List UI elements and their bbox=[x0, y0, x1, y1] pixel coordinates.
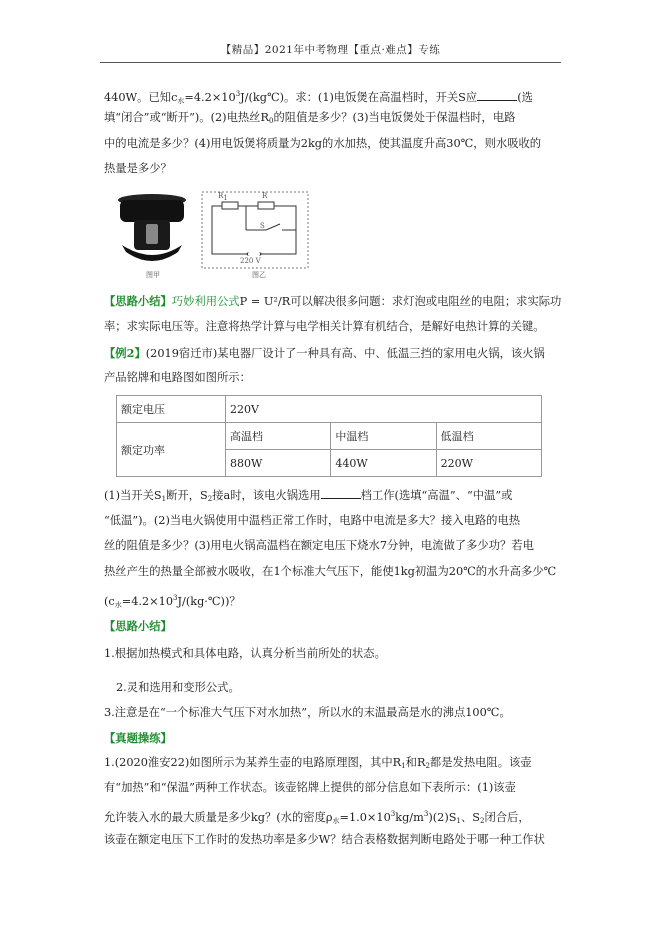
tip2-heading bbox=[104, 618, 575, 635]
ex2-q-line-3: 丝的阻值是多少？(3)用电火锅高温档在额定电压下烧水7分钟，电流做了多少功？若电 bbox=[104, 539, 534, 552]
practice-line-1: 1.(2020淮安22)如图所示为某养生壶的电路原理图，其中$R_1$和$R_2$都是发热电阻。该壶 bbox=[104, 756, 532, 770]
ex2-line-1: 【例2】(2019宿迁市)某电器厂设计了一种具有高、中、低温三挡的家用电火锅，该火锅 bbox=[104, 346, 545, 360]
q1-line-4: 热量是多少？ bbox=[104, 162, 172, 175]
tip1-label: 【思路小结】 bbox=[104, 294, 172, 308]
ex2-q-line-4: 热丝产生的热量全部被水吸收，在1个标准大气压下，能使1kg初温为20℃的水升高多少℃ bbox=[104, 565, 557, 578]
tip1-line-2: 率；求实际电压等。注意将热学计算与电学相关计算有机结合，是解好电热计算的关键。 bbox=[104, 320, 545, 333]
answer-blank bbox=[321, 488, 361, 499]
answer-blank bbox=[477, 90, 517, 101]
practice-line-3: 允许装入水的最大质量是多少kg？(水的密度$\rho_水=1.0\times 10^3kg/m^3)(2)S_1$、$S_2$闭合后， bbox=[104, 810, 530, 825]
practice-label: 【真题操练】 bbox=[104, 731, 172, 745]
tip2-item-3: 3.注意是在“一个标准大气压下对水加热”，所以水的末温最高是水的沸点100℃。 bbox=[104, 706, 511, 719]
ex2-label: 【例2】 bbox=[104, 346, 146, 360]
formula: P = U²/R bbox=[239, 295, 291, 308]
tip2-label: 【思路小结】 bbox=[104, 619, 172, 633]
tip2-item-1: 1.根据加热模式和具体电路，认真分析当前所处的状态。 bbox=[104, 647, 386, 660]
ex2-q-line-1: (1)当开关$S_1$断开，$S_2$接a时，该电火锅选用 档工作(选填“高温”、“中温”或 bbox=[104, 489, 513, 503]
practice-line-2: 有“加热”和“保温”两种工作状态。该壶铭牌上提供的部分信息如下表所示：(1)该壶 bbox=[104, 781, 516, 794]
q1-line-1: 440W。已知$c_水=4.2\times 10^3J/(kg℃)$。求：(1)电饭煲在高温档时，开关S应 (选 bbox=[104, 90, 533, 105]
rating-table: 额定电压 220V 额定功率 高温档 中温档 低温档 880W 440W 220W bbox=[116, 395, 542, 477]
question-figures: R1 R S 220 V 图甲 图乙 bbox=[112, 190, 312, 280]
ex2-line-2: 产品铭牌和电路图如图所示： bbox=[104, 371, 251, 384]
practice-heading bbox=[104, 730, 575, 747]
tip1-line-1: 【思路小结】巧妙利用公式P = U²/R可以解决很多问题：求灯泡或电阻丝的电阻；求实际功 bbox=[104, 294, 562, 308]
tip2-item-2: 2.灵和选用和变形公式。 bbox=[116, 681, 240, 694]
ex2-q-line-5: $(c_水=4.2\times 10^3J/(kg\cdot℃))$？ bbox=[104, 594, 241, 609]
practice-line-4: 该壶在额定电压下工作时的发热功率是多少W？结合表格数据判断电路处于哪一种工作状 bbox=[104, 833, 545, 846]
header-title: 【精品】2021年中考物理【重点·难点】专练 bbox=[220, 44, 441, 56]
page-header bbox=[100, 40, 561, 63]
q1-line-3: 中的电流是多少？(4)用电饭煲将质量为2kg的水加热，使其温度升高30℃，则水吸收的 bbox=[104, 137, 542, 150]
ex2-q-line-2: “低温”)。(2)当电火锅使用中温档正常工作时，电路中电流是多大？接入电路的电热 bbox=[104, 514, 521, 527]
q1-line-2: 填“闭合”或“断开”)。(2)电热丝$R_0$的阻值是多少？(3)当电饭煲处于保温档时，电路 bbox=[104, 111, 516, 125]
